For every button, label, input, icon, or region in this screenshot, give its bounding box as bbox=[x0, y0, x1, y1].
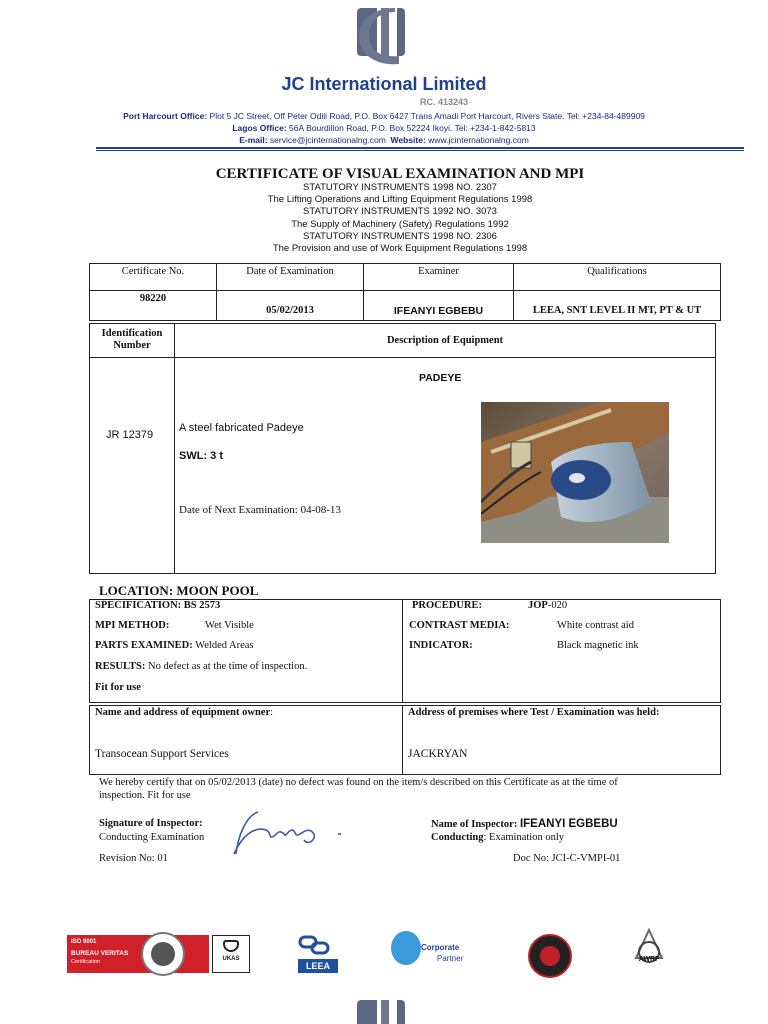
inspector-signature bbox=[228, 806, 358, 862]
awrf-badge bbox=[628, 928, 670, 978]
website-link[interactable]: www.jcinternationalng.com bbox=[428, 135, 529, 145]
fit-for-use: Fit for use bbox=[95, 682, 141, 693]
lagos-office-address: 56A Bourdillon Road, P.O. Box 52224 Ikoyi. Tel: +234-1-842-5813 bbox=[289, 123, 536, 133]
partner-emblem-icon bbox=[391, 931, 421, 965]
results-value: No defect as at the time of inspection. bbox=[145, 661, 308, 672]
header-divider-thin bbox=[96, 150, 744, 151]
ph-office-label: Port Harcourt Office: bbox=[123, 111, 208, 121]
chain-icon bbox=[298, 935, 338, 957]
mpi-method-value: Wet Visible bbox=[205, 620, 254, 631]
conducting-value: : Examination only bbox=[483, 832, 565, 843]
results-label: RESULTS: bbox=[95, 661, 146, 672]
statute-line: The Lifting Operations and Lifting Equipment Regulations 1998 bbox=[267, 194, 533, 205]
statute-line: STATUTORY INSTRUMENTS 1998 NO. 2307 bbox=[303, 182, 497, 193]
next-page-logo bbox=[349, 998, 413, 1024]
iso-label: ISO 9001 bbox=[71, 939, 97, 945]
premises-label: Address of premises where Test / Examination was held: bbox=[408, 707, 660, 718]
equipment-description: A steel fabricated Padeye bbox=[179, 422, 304, 434]
qualifications-value: LEEA, SNT LEVEL II MT, PT & UT bbox=[514, 291, 721, 321]
description-cell bbox=[175, 358, 716, 574]
seal-center-icon bbox=[540, 946, 560, 966]
company-logo bbox=[349, 6, 413, 68]
certification-label: Certification bbox=[71, 959, 101, 965]
website-label: Website: bbox=[390, 135, 426, 145]
circular-seal-badge bbox=[528, 934, 572, 978]
identification-cell bbox=[90, 358, 175, 574]
equipment-name: PADEYE bbox=[419, 372, 462, 384]
corporate-partner-badge bbox=[391, 931, 475, 975]
email-label: E-mail: bbox=[239, 135, 268, 145]
certify-statement-cont: inspection. Fit for use bbox=[99, 790, 191, 801]
equipment-table bbox=[89, 323, 716, 574]
conducting-examination: Conducting Examination bbox=[99, 832, 205, 843]
parts-examined-value: Welded Areas bbox=[192, 640, 254, 651]
document-number: Doc No: JCI-C-VMPI-01 bbox=[513, 853, 621, 864]
identification-number-header: Identification Number bbox=[90, 324, 175, 358]
signature-label: Signature of Inspector: bbox=[99, 818, 203, 829]
safe-working-load: SWL: 3 t bbox=[179, 450, 223, 462]
ph-office-line bbox=[0, 111, 768, 121]
company-name: JC International Limited bbox=[281, 74, 487, 94]
header-date-of-exam: Date of Examination bbox=[217, 264, 364, 291]
owner-label: Name and address of equipment owner bbox=[95, 707, 271, 718]
bureau-veritas-seal bbox=[141, 932, 185, 976]
indicator-label: INDICATOR: bbox=[409, 640, 473, 651]
results bbox=[95, 661, 307, 672]
corporate-label: Corporate bbox=[421, 943, 460, 952]
mpi-method-label: MPI METHOD: bbox=[95, 620, 170, 631]
email-link[interactable]: service@jcinternationalng.com bbox=[269, 135, 386, 145]
location: LOCATION: MOON POOL bbox=[99, 583, 259, 598]
certificate-info-table bbox=[89, 263, 721, 321]
next-examination-date: Date of Next Examination: 04-08-13 bbox=[179, 504, 341, 516]
leea-badge bbox=[298, 935, 338, 973]
inspector-name-label: Name of Inspector: bbox=[431, 819, 518, 830]
conducting-line bbox=[431, 832, 564, 843]
header-examiner: Examiner bbox=[364, 264, 514, 291]
header-qualifications: Qualifications bbox=[514, 264, 721, 291]
certify-statement: We hereby certify that on 05/02/2013 (date) no defect was found on the item/s described on this Certificate as at the time of bbox=[99, 777, 618, 788]
owner-divider bbox=[402, 705, 403, 775]
statute-line: STATUTORY INSTRUMENTS 1992 NO. 3073 bbox=[303, 206, 497, 217]
procedure-value bbox=[528, 600, 567, 611]
owner-label-line: Name and address of equipment owner: bbox=[95, 707, 274, 718]
description-header: Description of Equipment bbox=[175, 324, 716, 358]
procedure-number: -020 bbox=[547, 600, 568, 611]
inspector-name: IFEANYI EGBEBU bbox=[519, 818, 618, 830]
parts-examined-label: PARTS EXAMINED: bbox=[95, 640, 193, 651]
partner-label: Partner bbox=[437, 954, 464, 963]
specification-divider bbox=[402, 599, 403, 703]
procedure-code: JOP bbox=[528, 600, 548, 611]
procedure-label: PROCEDURE: bbox=[412, 600, 482, 611]
conducting-label: Conducting bbox=[431, 832, 484, 843]
header-certificate-no: Certificate No. bbox=[90, 264, 217, 291]
identification-number: JR 12379 bbox=[106, 429, 154, 441]
crown-icon bbox=[223, 940, 239, 952]
awrf-label: AWRF bbox=[638, 956, 660, 963]
ukas-badge bbox=[212, 935, 250, 973]
inspector-name-line bbox=[431, 818, 618, 830]
contrast-media-value: White contrast aid bbox=[557, 620, 634, 631]
iso-bureau-veritas-badge bbox=[67, 935, 209, 973]
examiner-name: IFEANYI EGBEBU bbox=[364, 291, 514, 321]
certificate-title: CERTIFICATE OF VISUAL EXAMINATION AND MPI bbox=[215, 166, 585, 182]
revision-number: Revision No: 01 bbox=[99, 853, 168, 864]
statute-line: STATUTORY INSTRUMENTS 1998 NO. 2306 bbox=[303, 231, 497, 242]
indicator-value: Black magnetic ink bbox=[557, 640, 639, 651]
padeye-photo bbox=[481, 402, 669, 543]
ukas-label: UKAS bbox=[222, 956, 240, 962]
specification-box bbox=[89, 599, 721, 703]
exam-date: 05/02/2013 bbox=[217, 291, 364, 321]
certificate-number: 98220 bbox=[90, 291, 217, 321]
lagos-office-line bbox=[0, 123, 768, 133]
owner-value: Transocean Support Services bbox=[95, 748, 229, 760]
premises-value: JACKRYAN bbox=[408, 748, 468, 760]
contrast-media-label: CONTRAST MEDIA: bbox=[409, 620, 510, 631]
bureau-veritas-label: BUREAU VERITAS bbox=[71, 950, 129, 957]
lagos-office-label: Lagos Office: bbox=[232, 123, 287, 133]
contact-line bbox=[0, 135, 768, 145]
statute-line: The Supply of Machinery (Safety) Regulations 1992 bbox=[291, 219, 509, 230]
leea-label: LEEA bbox=[298, 959, 338, 973]
statute-line: The Provision and use of Work Equipment Regulations 1998 bbox=[272, 243, 528, 254]
specification: SPECIFICATION: BS 2573 bbox=[95, 600, 221, 611]
ph-office-address: Plot 5 JC Street, Off Peter Odili Road, P.O. Box 6427 Trans Amadi Port Harcourt, Rivers State. Tel: +234-84-489909 bbox=[209, 111, 645, 121]
header-divider bbox=[96, 147, 744, 149]
parts-examined bbox=[95, 640, 254, 651]
rc-number: RC. 413243 bbox=[420, 97, 469, 107]
